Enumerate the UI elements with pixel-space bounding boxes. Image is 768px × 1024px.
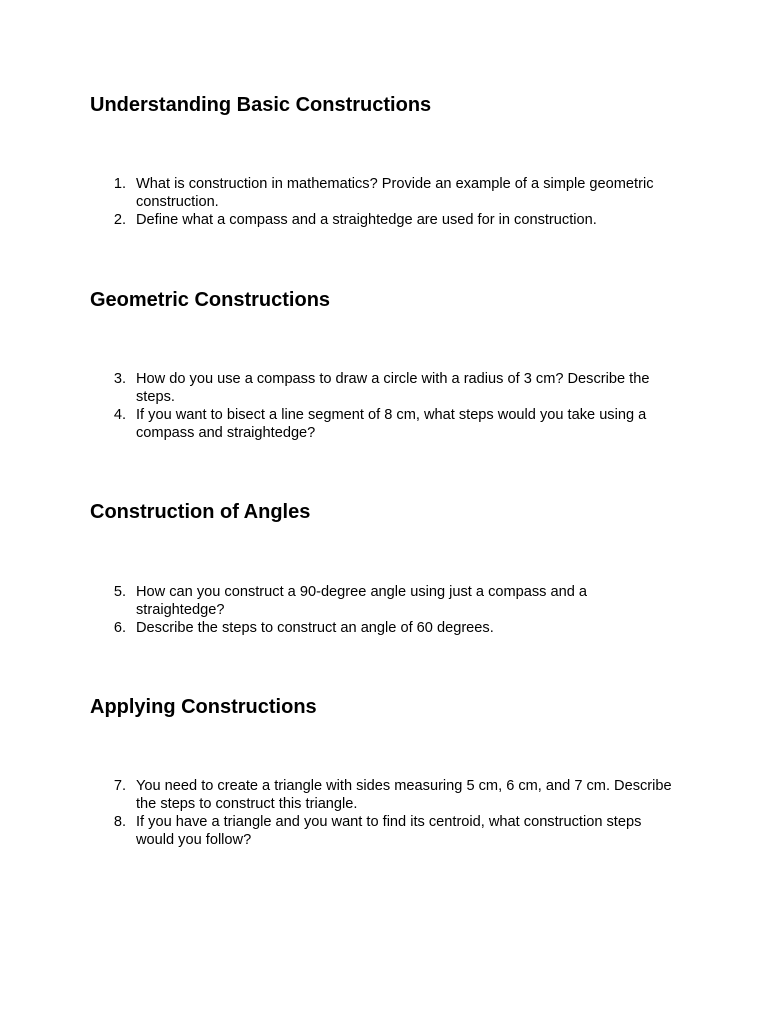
question-number: 6.: [113, 620, 126, 636]
question-text: Describe the steps to construct an angle of 60 degrees.: [136, 620, 494, 636]
question-text: If you have a triangle and you want to find its centroid, what construction steps would you follow?: [136, 814, 642, 848]
question-number: 8.: [113, 814, 126, 830]
question-text: If you want to bisect a line segment of 8 cm, what steps would you take using a compass and straightedge?: [136, 407, 647, 441]
question-item: [0, 619, 676, 637]
question-list: [0, 370, 768, 442]
question-item: [0, 175, 676, 211]
section-heading: Applying Constructions: [90, 696, 317, 718]
question-number: 1.: [113, 176, 126, 192]
question-text: What is construction in mathematics? Provide an example of a simple geometric construction.: [136, 176, 654, 210]
question-number: 7.: [113, 778, 126, 794]
question-list: [0, 777, 768, 849]
question-number: 5.: [113, 584, 126, 600]
question-text: You need to create a triangle with sides measuring 5 cm, 6 cm, and 7 cm. Describe the steps to construct this triangle.: [136, 778, 672, 812]
question-text: How can you construct a 90-degree angle using just a compass and a straightedge?: [136, 584, 588, 618]
section-heading: Construction of Angles: [90, 501, 311, 523]
question-number: 4.: [113, 407, 126, 423]
question-number: 3.: [113, 371, 126, 387]
question-item: [0, 813, 676, 849]
question-number: 2.: [113, 212, 126, 228]
question-list: [0, 175, 768, 229]
question-list: [0, 583, 768, 637]
question-text: Define what a compass and a straightedge are used for in construction.: [136, 212, 597, 228]
section-heading: Geometric Constructions: [90, 289, 331, 311]
question-item: [0, 370, 676, 406]
section-heading: Understanding Basic Constructions: [90, 94, 432, 116]
question-item: [0, 406, 676, 442]
question-item: [0, 777, 676, 813]
question-item: [0, 583, 676, 619]
question-item: [0, 211, 676, 229]
question-text: How do you use a compass to draw a circle with a radius of 3 cm? Describe the steps.: [136, 371, 650, 405]
